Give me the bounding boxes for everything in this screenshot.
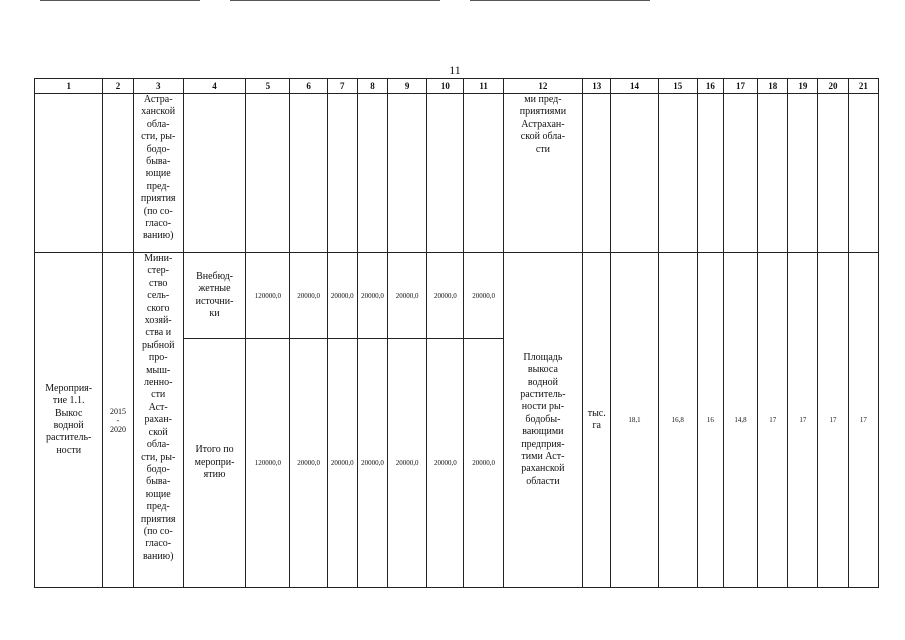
activity-row-extrabudgetary: [35, 253, 879, 339]
funding-value-cell: 20000,0: [290, 339, 327, 588]
unit-cell-empty: [583, 94, 611, 253]
program-activities-table: [34, 78, 879, 588]
scan-artifact-lines: [0, 0, 905, 4]
header-cell: 8: [357, 79, 387, 94]
target-value-cell: 16,8: [658, 253, 697, 588]
header-cell: 13: [583, 79, 611, 94]
unit-cell: тыс. га: [583, 253, 611, 588]
funding-value-cell: 20000,0: [327, 253, 357, 339]
header-cell: 16: [697, 79, 723, 94]
header-cell: 20: [818, 79, 848, 94]
continuation-row: [35, 94, 879, 253]
header-cell: 19: [788, 79, 818, 94]
period-cell-empty: [103, 94, 133, 253]
header-cell: 11: [464, 79, 503, 94]
funding-value-cell: 20000,0: [464, 339, 503, 588]
indicator-cell: Площадь выкоса водной раститель- ности ры- бодобы- вающими предприя- тими Аст- раханской области: [503, 253, 582, 588]
target-cell-empty: [658, 94, 697, 253]
target-cell-empty: [697, 94, 723, 253]
funding-value-cell: 120000,0: [246, 253, 290, 339]
indicator-cell: ми пред- приятиями Астрахан- ской обла- сти: [503, 94, 582, 253]
funding-value-cell: 20000,0: [464, 253, 503, 339]
target-cell-empty: [848, 94, 878, 253]
measure-cell-empty: [35, 94, 103, 253]
target-cell-empty: [611, 94, 658, 253]
header-cell: 6: [290, 79, 327, 94]
value-cell-empty: [246, 94, 290, 253]
period-cell: 2015 - 2020: [103, 253, 133, 588]
value-cell-empty: [357, 94, 387, 253]
header-cell: 9: [388, 79, 427, 94]
header-cell: 10: [427, 79, 464, 94]
value-cell-empty: [427, 94, 464, 253]
source-cell-empty: [183, 94, 245, 253]
funding-value-cell: 20000,0: [388, 339, 427, 588]
target-value-cell: 18,1: [611, 253, 658, 588]
target-value-cell: 17: [818, 253, 848, 588]
header-cell: 3: [133, 79, 183, 94]
executor-cell: Астра- ханской обла- сти, ры- бодо- быва- ющие пред- приятия (по со- гласо- ванию): [133, 94, 183, 253]
target-cell-empty: [758, 94, 788, 253]
funding-source-cell: Итого по меропри- ятию: [183, 339, 245, 588]
value-cell-empty: [327, 94, 357, 253]
funding-value-cell: 20000,0: [427, 339, 464, 588]
funding-value-cell: 20000,0: [327, 339, 357, 588]
header-cell: 12: [503, 79, 582, 94]
header-cell: 1: [35, 79, 103, 94]
header-cell: 21: [848, 79, 878, 94]
header-cell: 5: [246, 79, 290, 94]
value-cell-empty: [388, 94, 427, 253]
header-cell: 17: [723, 79, 757, 94]
target-value-cell: 16: [697, 253, 723, 588]
header-cell: 15: [658, 79, 697, 94]
funding-source-cell: Внебюд- жетные источни- ки: [183, 253, 245, 339]
header-cell: 18: [758, 79, 788, 94]
target-cell-empty: [723, 94, 757, 253]
funding-value-cell: 20000,0: [388, 253, 427, 339]
column-number-header-row: [35, 79, 879, 94]
target-value-cell: 17: [788, 253, 818, 588]
funding-value-cell: 20000,0: [357, 339, 387, 588]
measure-name-cell: Мероприя- тие 1.1. Выкос водной раститель- ности: [35, 253, 103, 588]
value-cell-empty: [464, 94, 503, 253]
header-cell: 7: [327, 79, 357, 94]
executor-cell: Мини- стер- ство сель- ского хозяй- ства и рыбной про- мыш- ленно- сти Аст- рахан- ской обла- сти, ры- бодо- быва- ющие пред- приятия (по со- гласо- ванию): [133, 253, 183, 588]
value-cell-empty: [290, 94, 327, 253]
target-value-cell: 17: [758, 253, 788, 588]
target-cell-empty: [818, 94, 848, 253]
funding-value-cell: 120000,0: [246, 339, 290, 588]
header-cell: 14: [611, 79, 658, 94]
header-cell: 4: [183, 79, 245, 94]
funding-value-cell: 20000,0: [357, 253, 387, 339]
target-value-cell: 17: [848, 253, 878, 588]
funding-value-cell: 20000,0: [427, 253, 464, 339]
target-value-cell: 14,8: [723, 253, 757, 588]
page-number: 11: [449, 63, 461, 77]
target-cell-empty: [788, 94, 818, 253]
header-cell: 2: [103, 79, 133, 94]
funding-value-cell: 20000,0: [290, 253, 327, 339]
